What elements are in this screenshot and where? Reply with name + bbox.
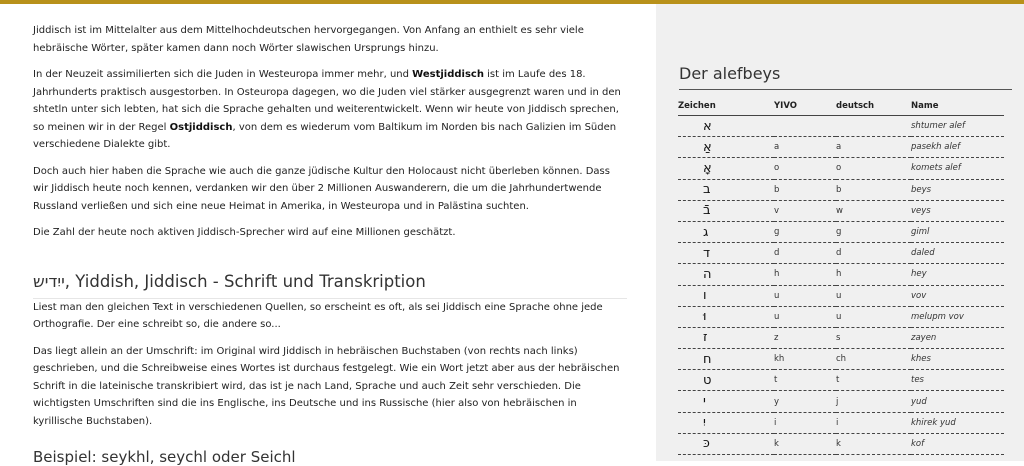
table-row [678,306,1004,327]
letter-cell: כּ [678,433,774,454]
yivo-cell: kh [774,349,836,370]
deutsch-cell: o [836,158,911,179]
name-cell: melupm vov [911,306,1004,327]
deutsch-cell: t [836,370,911,391]
deutsch-cell: s [836,327,911,348]
section-heading-schrift: ייִדיש, Yiddish, Jiddisch - Schrift und Transkription [33,271,627,299]
letter-cell: ג [678,221,774,242]
section-paragraph-2: Das liegt allein an der Umschrift: im Original wird Jiddisch in hebräischen Buchstaben (von rechts nach links) geschrieben, und die Schreibweise eines Wortes ist durchaus festgelegt. Wie ein Wort jetzt aber aus der hebräischen Schrift in die lateinische transkribiert wird, das ist je nach Land, Sprache und auch Zeit sehr verschieden. Die wichtigsten Umschriften sind die ins Englische, ins Deutsche und ins Russische (hier also von hebräischen in kyrillische Buchstaben). [33,345,620,427]
name-cell: kof [911,433,1004,454]
section-paragraph-1: Liest man den gleichen Text in verschiedenen Quellen, so erscheint es oft, als sei Jiddisch eine Sprache ohne jede Orthografie. Der eine schreibt so, die andere so... [33,301,603,330]
yivo-cell: y [774,391,836,412]
name-cell: yud [911,391,1004,412]
table-row [678,137,1004,158]
yivo-cell: i [774,412,836,433]
deutsch-cell: a [836,137,911,158]
name-cell: pasekh alef [911,137,1004,158]
letter-cell: אָ [678,158,774,179]
table-row [678,285,1004,306]
deutsch-cell: h [836,264,911,285]
letter-cell: וּ [678,306,774,327]
yivo-cell: b [774,179,836,200]
name-cell: veys [911,200,1004,221]
yivo-cell: d [774,243,836,264]
letter-cell: א [678,116,774,137]
letter-cell: בֿ [678,200,774,221]
col-yivo: YIVO [774,100,836,116]
letter-cell: ד [678,243,774,264]
heading-beispiel: Beispiel: seykhl, seychl oder Seichl [33,448,296,466]
intro-paragraph-1: Jiddisch ist im Mittelalter aus dem Mittelhochdeutschen hervorgegangen. Von Anfang an enthielt es sehr viele hebräische Wörter, später kamen dann noch Wörter slawischen Ursprungs hinzu. [33,25,584,54]
deutsch-cell: k [836,433,911,454]
yivo-cell: t [774,370,836,391]
alefbeys-table [678,100,1004,455]
table-row [678,391,1004,412]
p2-text-c: , von dem es wiederum vom Baltikum im Norden bis nach Galizien im Süden verschiedene Dialekte gibt. [33,121,617,150]
name-cell: hey [911,264,1004,285]
deutsch-cell: j [836,391,911,412]
name-cell: khes [911,349,1004,370]
deutsch-cell: w [836,200,911,221]
term-ostjiddisch: Ostjiddisch [169,121,233,133]
table-row [678,264,1004,285]
col-name: Name [911,100,1004,116]
table-row [678,116,1004,137]
table-header-row [678,100,1004,116]
deutsch-cell: d [836,243,911,264]
sidebar-title: Der alefbeys [679,64,1012,90]
yivo-cell [774,116,836,137]
letter-cell: ט [678,370,774,391]
name-cell: tes [911,370,1004,391]
yivo-cell: k [774,433,836,454]
p2-text-a: In der Neuzeit assimilierten sich die Juden in Westeuropa immer mehr, und [33,69,413,80]
yivo-cell: a [774,137,836,158]
letter-cell: ח [678,349,774,370]
table-row [678,412,1004,433]
table-row [678,179,1004,200]
letter-cell: ז [678,327,774,348]
name-cell: daled [911,243,1004,264]
name-cell: beys [911,179,1004,200]
deutsch-cell: u [836,285,911,306]
name-cell: vov [911,285,1004,306]
table-row [678,200,1004,221]
col-deutsch: deutsch [836,100,911,116]
sidebar-alefbeys [656,4,1024,461]
yivo-cell: h [774,264,836,285]
letter-cell: ו [678,285,774,306]
article-main [33,22,627,439]
deutsch-cell: i [836,412,911,433]
deutsch-cell: g [836,221,911,242]
table-row [678,221,1004,242]
col-zeichen: Zeichen [678,100,774,116]
name-cell: khirek yud [911,412,1004,433]
p2-text-b: ist im Laufe des 18. Jahrhunderts praktisch ausgestorben. In Osteuropa dagegen, wo die Juden viel stärker ausgegrenzt waren und in den shtetln unter sich lebten, hat sich die Sprache gehalten und weiterentwickelt. Wenn wir heute von Jiddisch sprechen, so meinen wir in der Regel [33,69,621,133]
deutsch-cell [836,116,911,137]
yivo-cell: z [774,327,836,348]
table-row [678,349,1004,370]
name-cell: giml [911,221,1004,242]
deutsch-cell: b [836,179,911,200]
table-row [678,158,1004,179]
table-row [678,370,1004,391]
table-row [678,327,1004,348]
yivo-cell: v [774,200,836,221]
intro-paragraph-2 [33,66,627,154]
table-row [678,243,1004,264]
letter-cell: אַ [678,137,774,158]
name-cell: zayen [911,327,1004,348]
letter-cell: ב [678,179,774,200]
yivo-cell: u [774,306,836,327]
deutsch-cell: u [836,306,911,327]
letter-cell: ה [678,264,774,285]
table-row [678,433,1004,454]
term-westjiddisch: Westjiddisch [412,69,484,80]
intro-paragraph-3: Doch auch hier haben die Sprache wie auch die ganze jüdische Kultur den Holocaust nicht überleben können. Dass wir Jiddisch heute noch kennen, verdanken wir den über 2 Millionen Auswanderern, die um die Jahrhundertwende Russland verließen und sich eine neue Heimat in Amerika, in Westeuropa und in Palästina suchten. [33,165,610,212]
letter-cell: יִ [678,412,774,433]
name-cell: shtumer alef [911,116,1004,137]
yivo-cell: u [774,285,836,306]
yivo-cell: g [774,221,836,242]
letter-cell: י [678,391,774,412]
deutsch-cell: ch [836,349,911,370]
intro-paragraph-4: Die Zahl der heute noch aktiven Jiddisch-Sprecher wird auf eine Millionen geschätzt. [33,227,456,238]
yivo-cell: o [774,158,836,179]
name-cell: komets alef [911,158,1004,179]
